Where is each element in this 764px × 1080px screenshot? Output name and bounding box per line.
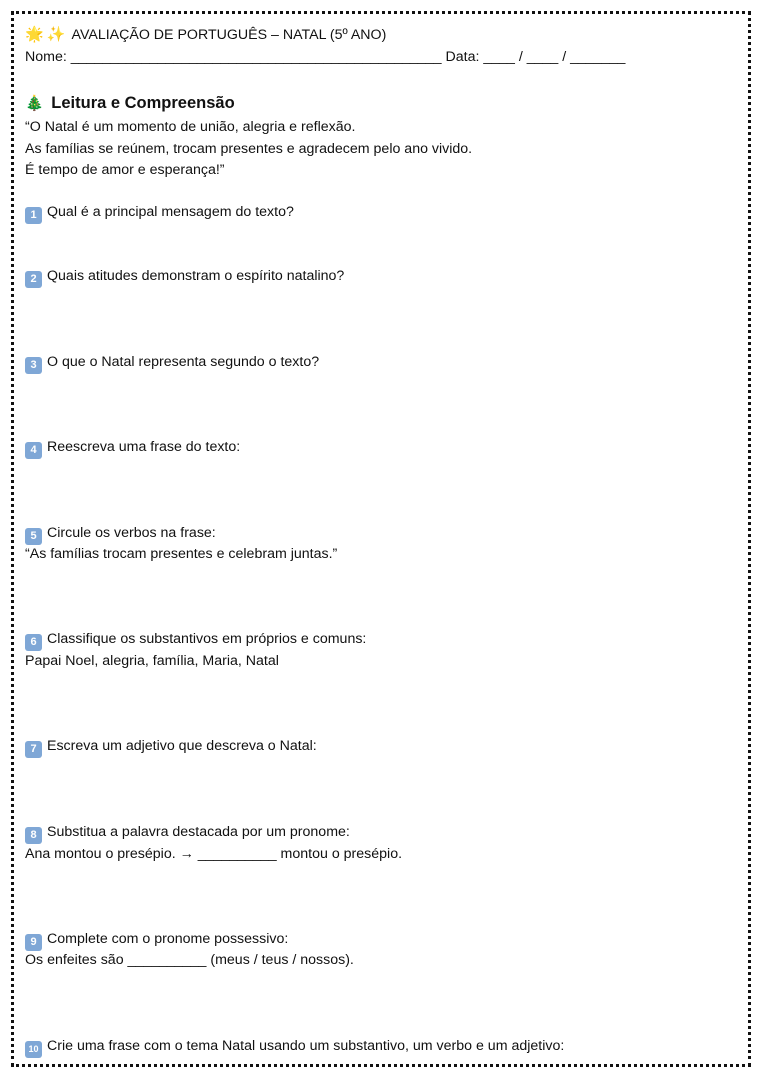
question-2 bbox=[25, 267, 344, 288]
sparkles-icon: ✨ bbox=[46, 26, 66, 43]
number-badge-icon: 8 bbox=[25, 827, 42, 844]
question-4 bbox=[25, 438, 240, 459]
name-date-fields: Nome: _______________________________________________ Data: ____ / ____ / _______ bbox=[25, 49, 626, 65]
question-text: Circule os verbos na frase: bbox=[47, 525, 216, 541]
question-text: Escreva um adjetivo que descreva o Natal: bbox=[47, 738, 317, 754]
page-title: AVALIAÇÃO DE PORTUGUÊS – NATAL (5º ANO) bbox=[71, 27, 387, 43]
header-title-line bbox=[25, 26, 386, 44]
question-text: Reescreva uma frase do texto: bbox=[47, 439, 241, 455]
question-3 bbox=[25, 353, 319, 374]
number-badge-icon: 5 bbox=[25, 528, 42, 545]
number-badge-icon: 9 bbox=[25, 934, 42, 951]
section-title: Leitura e Compreensão bbox=[51, 94, 235, 112]
christmas-tree-icon: 🎄 bbox=[25, 95, 44, 112]
question-10 bbox=[25, 1037, 564, 1058]
question-5 bbox=[25, 524, 216, 545]
number-badge-icon: 1 bbox=[25, 207, 42, 224]
question-text: Classifique os substantivos em próprios e comuns: bbox=[47, 631, 367, 647]
question-text: Complete com o pronome possessivo: bbox=[47, 931, 289, 947]
star-icon: 🌟 bbox=[25, 26, 44, 43]
question-8-sentence: Ana montou o presépio. → __________ montou o presépio. bbox=[25, 846, 403, 862]
question-5-sentence: “As famílias trocam presentes e celebram juntas.” bbox=[25, 546, 338, 562]
section-heading bbox=[25, 94, 235, 113]
number-badge-icon: 2 bbox=[25, 271, 42, 288]
question-text: Substitua a palavra destacada por um pronome: bbox=[47, 824, 350, 840]
question-6-words: Papai Noel, alegria, família, Maria, Natal bbox=[25, 653, 279, 669]
question-text: O que o Natal representa segundo o texto? bbox=[47, 354, 320, 370]
question-text: Qual é a principal mensagem do texto? bbox=[47, 204, 294, 220]
reading-line: As famílias se reúnem, trocam presentes e agradecem pelo ano vivido. bbox=[25, 141, 473, 157]
question-9 bbox=[25, 930, 288, 951]
number-badge-icon: 3 bbox=[25, 357, 42, 374]
question-9-sentence: Os enfeites são __________ (meus / teus / nossos). bbox=[25, 952, 354, 968]
number-badge-icon: 4 bbox=[25, 442, 42, 459]
number-badge-icon: 7 bbox=[25, 741, 42, 758]
question-1 bbox=[25, 203, 294, 224]
reading-line: “O Natal é um momento de união, alegria e reflexão. bbox=[25, 119, 356, 135]
reading-line: É tempo de amor e esperança!” bbox=[25, 162, 225, 178]
question-6 bbox=[25, 630, 366, 651]
question-text: Quais atitudes demonstram o espírito natalino? bbox=[47, 268, 345, 284]
question-8 bbox=[25, 823, 350, 844]
question-text: Crie uma frase com o tema Natal usando um substantivo, um verbo e um adjetivo: bbox=[47, 1038, 565, 1054]
number-badge-icon: 6 bbox=[25, 634, 42, 651]
question-7 bbox=[25, 737, 317, 758]
number-badge-icon: 10 bbox=[25, 1041, 42, 1058]
